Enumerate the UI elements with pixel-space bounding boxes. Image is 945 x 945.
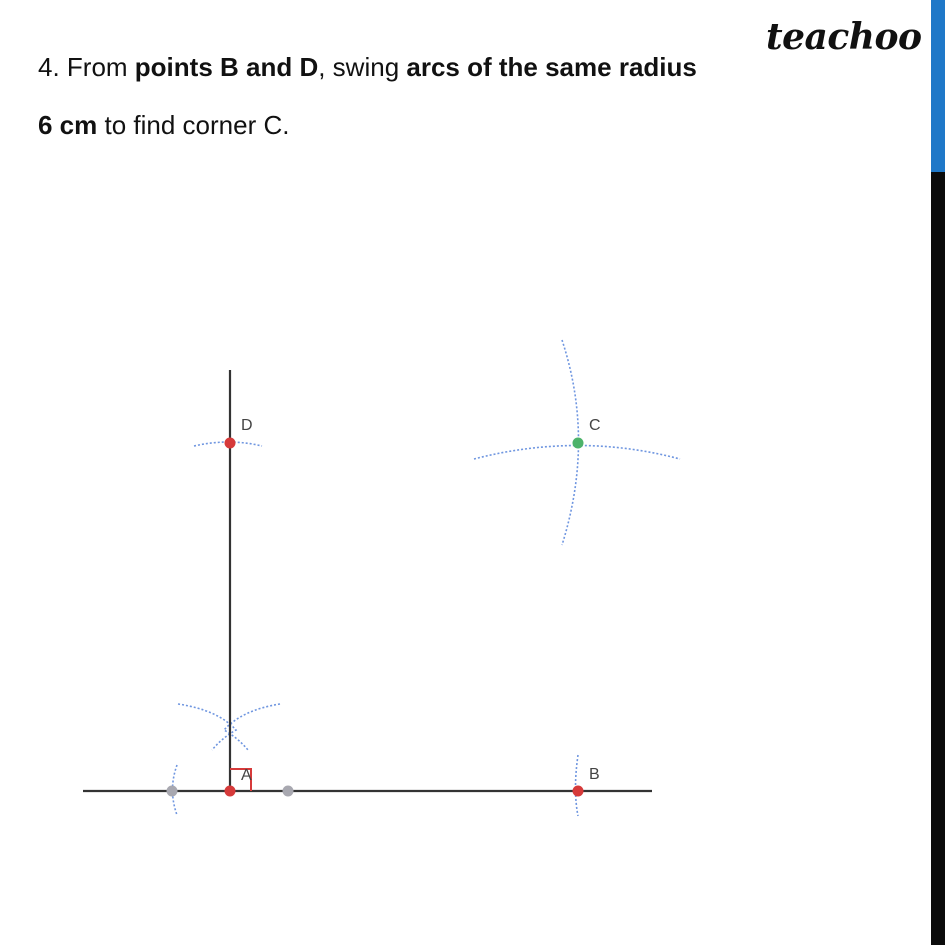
instruction-part: to find corner C. [97,110,290,140]
point-c [573,438,584,449]
label-c: C [589,417,601,434]
helper-point-right [283,786,294,797]
label-b: B [589,766,600,783]
arc-perp-right [224,704,280,750]
construction-arcs [173,340,681,816]
point-a [225,786,236,797]
instruction-part: , swing [318,52,407,82]
teachoo-logo: teachoo [766,16,922,58]
point-b [573,786,584,797]
instruction-bold-arcs: arcs of the same radius [406,52,697,82]
helper-point-left [167,786,178,797]
instruction-part: 4. From [38,52,135,82]
arc-b-mark [576,755,579,816]
construction-lines [83,370,652,791]
sidebar-accent-bar[interactable] [931,0,945,172]
label-d: D [241,417,253,434]
arc-perp-left [178,704,236,750]
instruction-bold-radius: 6 cm [38,110,98,140]
label-a: A [241,767,252,784]
point-d [225,438,236,449]
instruction-bold-points: points B and D [134,52,319,82]
